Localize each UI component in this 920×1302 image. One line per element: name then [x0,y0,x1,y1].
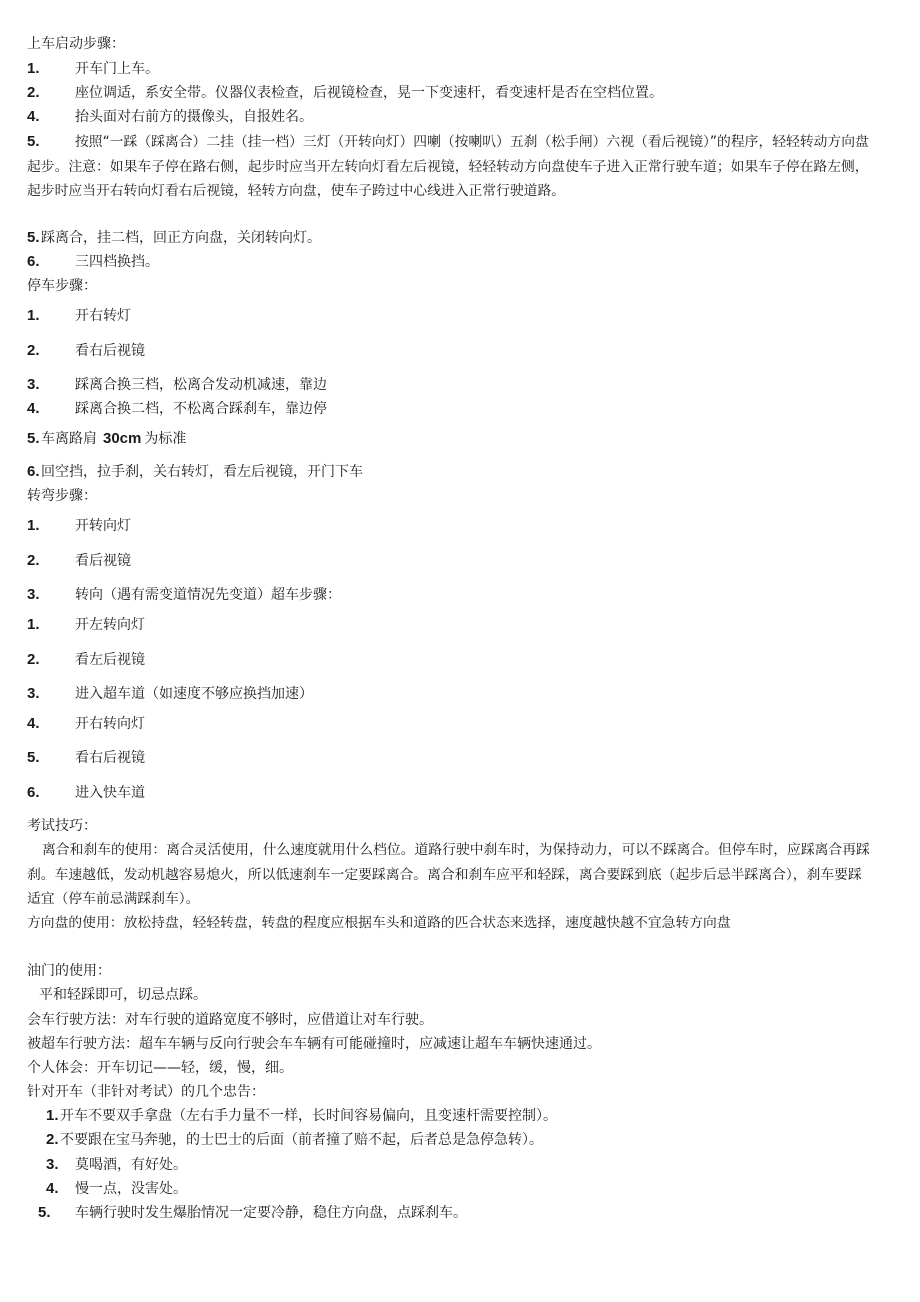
turn-item-2-text: 看后视镜 [75,553,131,569]
overtake-item-6-text: 进入快车道 [75,785,145,801]
advice-item-4-number: 4. [46,1180,59,1197]
stop-item-4-text: 踩离合换二档，不松离合踩刹车，靠边停 [75,401,327,417]
advice-item-2-number: 2. [46,1131,59,1148]
stop-item-1-number: 1. [27,307,40,324]
start-item-5-number: 5. [27,133,40,150]
start-item-6-number: 6. [27,253,40,270]
tips-clutch-paragraph: 离合和刹车的使用：离合灵活使用，什么速度就用什么档位。道路行驶中刹车时，为保持动力，可以不踩离合。但停车时，应踩离合再踩刹。车速越低，发动机越容易熄火，所以低速刹车一定要踩离合。离合和刹车应平和轻踩，离合要踩到底（起步后忌半踩离合），刹车要踩适宜（停车前忌满踩刹车）。 [27,842,870,907]
tips-advice-heading: 针对开车（非针对考试）的几个忠告： [27,1084,265,1100]
stop-item-5-prefix: 车离路肩 [41,431,97,447]
tips-meet-text: 会车行驶方法：对车行驶的道路宽度不够时，应借道让对车行驶。 [27,1012,433,1028]
tips-heading: 考试技巧： [27,818,97,834]
overtake-item-3-text: 进入超车道（如速度不够应换挡加速） [75,686,313,702]
turn-item-3-number: 3. [27,586,40,603]
overtake-item-5-number: 5. [27,749,40,766]
advice-item-2-text: 不要跟在宝马奔驰，的士巴士的后面（前者撞了赔不起，后者总是急停急转）。 [60,1132,543,1148]
advice-item-1-text: 开车不要双手拿盘（左右手力量不一样，长时间容易偏向，且变速杆需要控制）。 [60,1108,557,1124]
tips-personal-text: 个人体会：开车切记——轻，缓，慢，细。 [27,1060,293,1076]
tips-throttle-heading: 油门的使用： [27,963,111,979]
stop-item-5-text [41,429,186,449]
stop-item-1-text: 开右转灯 [75,308,131,324]
stop-item-4-number: 4. [27,400,40,417]
advice-item-5-number: 5. [38,1204,51,1221]
stop-item-5-suffix: 为标准 [144,431,187,447]
turn-item-2-number: 2. [27,552,40,569]
overtake-item-4-number: 4. [27,715,40,732]
overtake-item-2-text: 看左后视镜 [75,652,145,668]
start-item-4-text: 抬头面对右前方的摄像头，自报姓名。 [75,109,313,125]
turn-item-1-number: 1. [27,517,40,534]
start-item-5-text: 按照“一踩（踩离合）二挂（挂一档）三灯（开转向灯）四喇（按喇叭）五刹（松手闸）六视（看后视镜）”的程序，轻轻转动方向盘起步。注意：如果车子停在路右侧，起步时应当开左转向灯看左后视镜，轻轻转动方向盘使车子进入正常行驶车道；如果车子停在路左侧，起步时应当开右转向灯看右后视镜，轻转方向盘，使车子跨过中心线进入正常行驶道路。 [27,134,869,199]
start-item-4-number: 4. [27,108,40,125]
tips-overtaken-text: 被超车行驶方法：超车车辆与反向行驶会车车辆有可能碰撞时，应减速让超车车辆快速通过。 [27,1036,601,1052]
stop-item-5-number: 5. [27,430,40,447]
advice-item-1-number: 1. [46,1107,59,1124]
stop-item-2-text: 看右后视镜 [75,343,145,359]
overtake-item-5-text: 看右后视镜 [75,750,145,766]
tips-throttle-text: 平和轻踩即可，切忌点踩。 [39,987,207,1003]
overtake-item-1-number: 1. [27,616,40,633]
stop-item-6-number: 6. [27,463,40,480]
start-item-6-text: 三四档换挡。 [75,254,159,270]
stop-item-6-text: 回空挡，拉手刹，关右转灯，看左后视镜，开门下车 [41,464,363,480]
stop-heading: 停车步骤： [27,278,97,294]
start-item-2-number: 2. [27,84,40,101]
start-heading: 上车启动步骤： [27,36,125,52]
overtake-item-4-text: 开右转向灯 [75,716,145,732]
start-item-5b-number: 5. [27,229,40,246]
advice-item-3-number: 3. [46,1156,59,1173]
stop-item-3-number: 3. [27,376,40,393]
turn-item-1-text: 开转向灯 [75,518,131,534]
overtake-item-1-text: 开左转向灯 [75,617,145,633]
overtake-item-2-number: 2. [27,651,40,668]
start-item-5b-text: 踩离合，挂二档，回正方向盘，关闭转向灯。 [41,230,321,246]
advice-item-5-text: 车辆行驶时发生爆胎情况一定要冷静，稳住方向盘，点踩刹车。 [75,1205,467,1221]
stop-item-5-distance: 30cm [103,430,142,447]
tips-wheel-paragraph: 方向盘的使用：放松持盘，轻轻转盘，转盘的程度应根据车头和道路的匹合状态来选择，速度越快越不宜急转方向盘 [27,915,731,931]
advice-item-4-text: 慢一点，没害处。 [75,1181,187,1197]
stop-item-2-number: 2. [27,342,40,359]
turn-heading: 转弯步骤： [27,488,97,504]
start-item-1-text: 开车门上车。 [75,61,159,77]
advice-item-3-text: 莫喝酒，有好处。 [75,1157,187,1173]
overtake-item-3-number: 3. [27,685,40,702]
start-item-1-number: 1. [27,60,40,77]
turn-item-3-text: 转向（遇有需变道情况先变道）超车步骤： [75,587,341,603]
stop-item-3-text: 踩离合换三档，松离合发动机减速，靠边 [75,377,327,393]
overtake-item-6-number: 6. [27,784,40,801]
start-item-2-text: 座位调适，系安全带。仪器仪表检查，后视镜检查，晃一下变速杆，看变速杆是否在空档位置。 [75,85,663,101]
